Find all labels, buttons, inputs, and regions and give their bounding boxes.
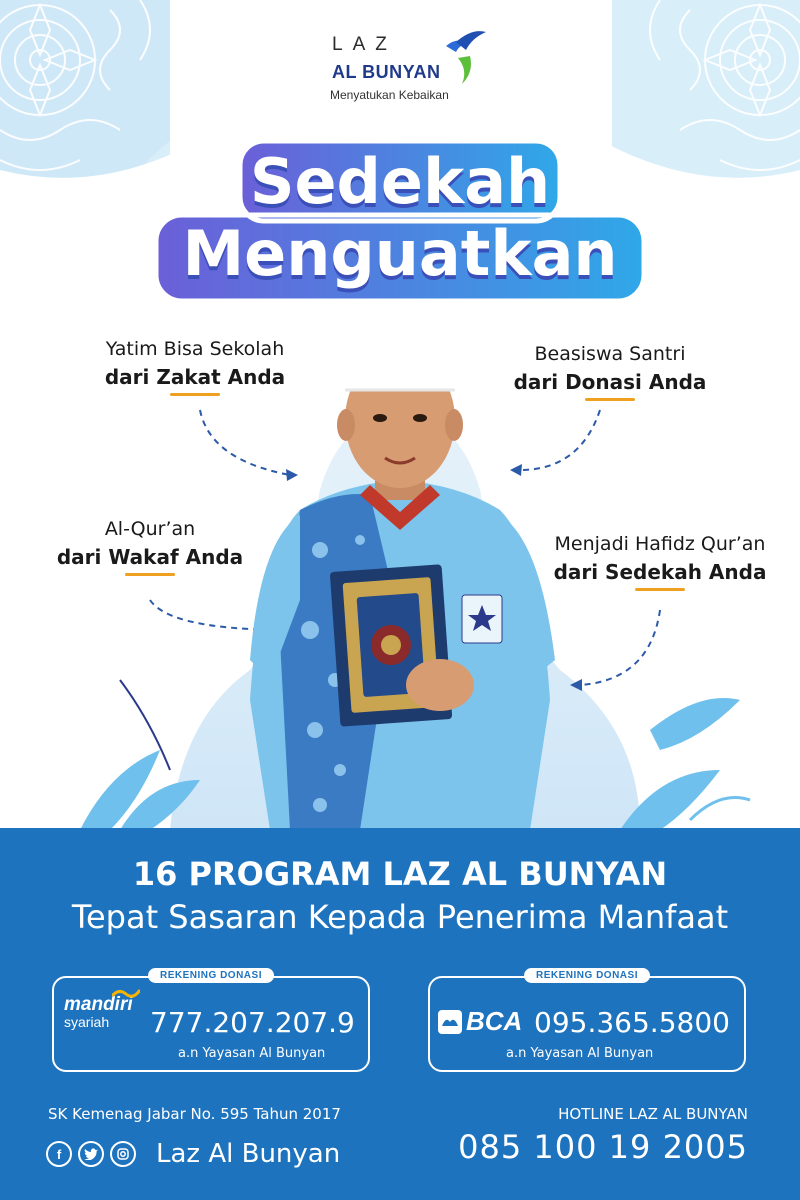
callout-line1: Beasiswa Santri: [534, 343, 686, 365]
callout-hafidz: [530, 530, 790, 591]
headline-line-2: Menguatkan: [182, 217, 618, 290]
callout-line1: Yatim Bisa Sekolah: [105, 338, 285, 360]
sk-kemenag-text: SK Kemenag Jabar No. 595 Tahun 2017: [48, 1105, 341, 1123]
callout-beasiswa: [490, 340, 730, 401]
account-number: 095.365.5800: [534, 1006, 730, 1039]
account-holder: a.n Yayasan Al Bunyan: [178, 1046, 326, 1061]
social-links: [46, 1137, 340, 1171]
mandiri-logo-text: mandiri: [64, 994, 133, 1015]
bca-logo: [438, 1006, 528, 1042]
callout-line2: dari Donasi Anda: [513, 370, 707, 394]
headline: [150, 135, 650, 310]
account-label: REKENING DONASI: [524, 968, 650, 983]
mandiri-wave-icon: [112, 988, 140, 998]
program-title: 16 PROGRAM LAZ AL BUNYAN: [132, 855, 668, 893]
headline-line-1: Sedekah: [249, 145, 551, 218]
account-holder: a.n Yayasan Al Bunyan: [506, 1046, 654, 1061]
account-label: REKENING DONASI: [148, 968, 274, 983]
callout-line1: Al-Qur’an: [104, 518, 196, 540]
callout-line2: dari Wakaf Anda: [56, 545, 244, 569]
logo-laz-text: LAZ: [332, 34, 397, 55]
callout-line2: dari Sedekah Anda: [553, 560, 767, 584]
laz-al-bunyan-logo: [320, 28, 490, 108]
bird-icon: [438, 28, 488, 88]
mandiri-syariah-logo: [64, 996, 133, 1030]
hotline-label: HOTLINE LAZ AL BUNYAN: [558, 1105, 748, 1123]
syariah-logo-text: syariah: [64, 1014, 110, 1030]
instagram-icon[interactable]: [110, 1141, 136, 1167]
callout-line1: Menjadi Hafidz Qur’an: [554, 533, 766, 555]
facebook-icon[interactable]: f: [46, 1141, 72, 1167]
bca-logo-text: BCA: [466, 1006, 523, 1036]
twitter-icon[interactable]: [78, 1141, 104, 1167]
account-number: 777.207.207.9: [150, 1006, 355, 1039]
logo-tagline: Menyatukan Kebaikan: [330, 88, 449, 102]
orange-underline: [170, 393, 220, 396]
orange-underline: [585, 398, 635, 401]
callout-yatim: [75, 335, 315, 396]
hotline-number[interactable]: 085 100 19 2005: [458, 1128, 748, 1166]
account-box-mandiri: [52, 970, 370, 1072]
social-account-name: Laz Al Bunyan: [156, 1139, 341, 1169]
program-subtitle: Tepat Sasaran Kepada Penerima Manfaat: [71, 898, 729, 936]
callout-line2: dari Zakat Anda: [104, 365, 286, 389]
bca-emblem-icon: [438, 1010, 462, 1034]
logo-name-text: AL BUNYAN: [332, 62, 441, 82]
orange-underline: [125, 573, 175, 576]
orange-underline: [635, 588, 685, 591]
callout-alquran: [30, 515, 270, 576]
account-box-bca: [428, 970, 746, 1072]
